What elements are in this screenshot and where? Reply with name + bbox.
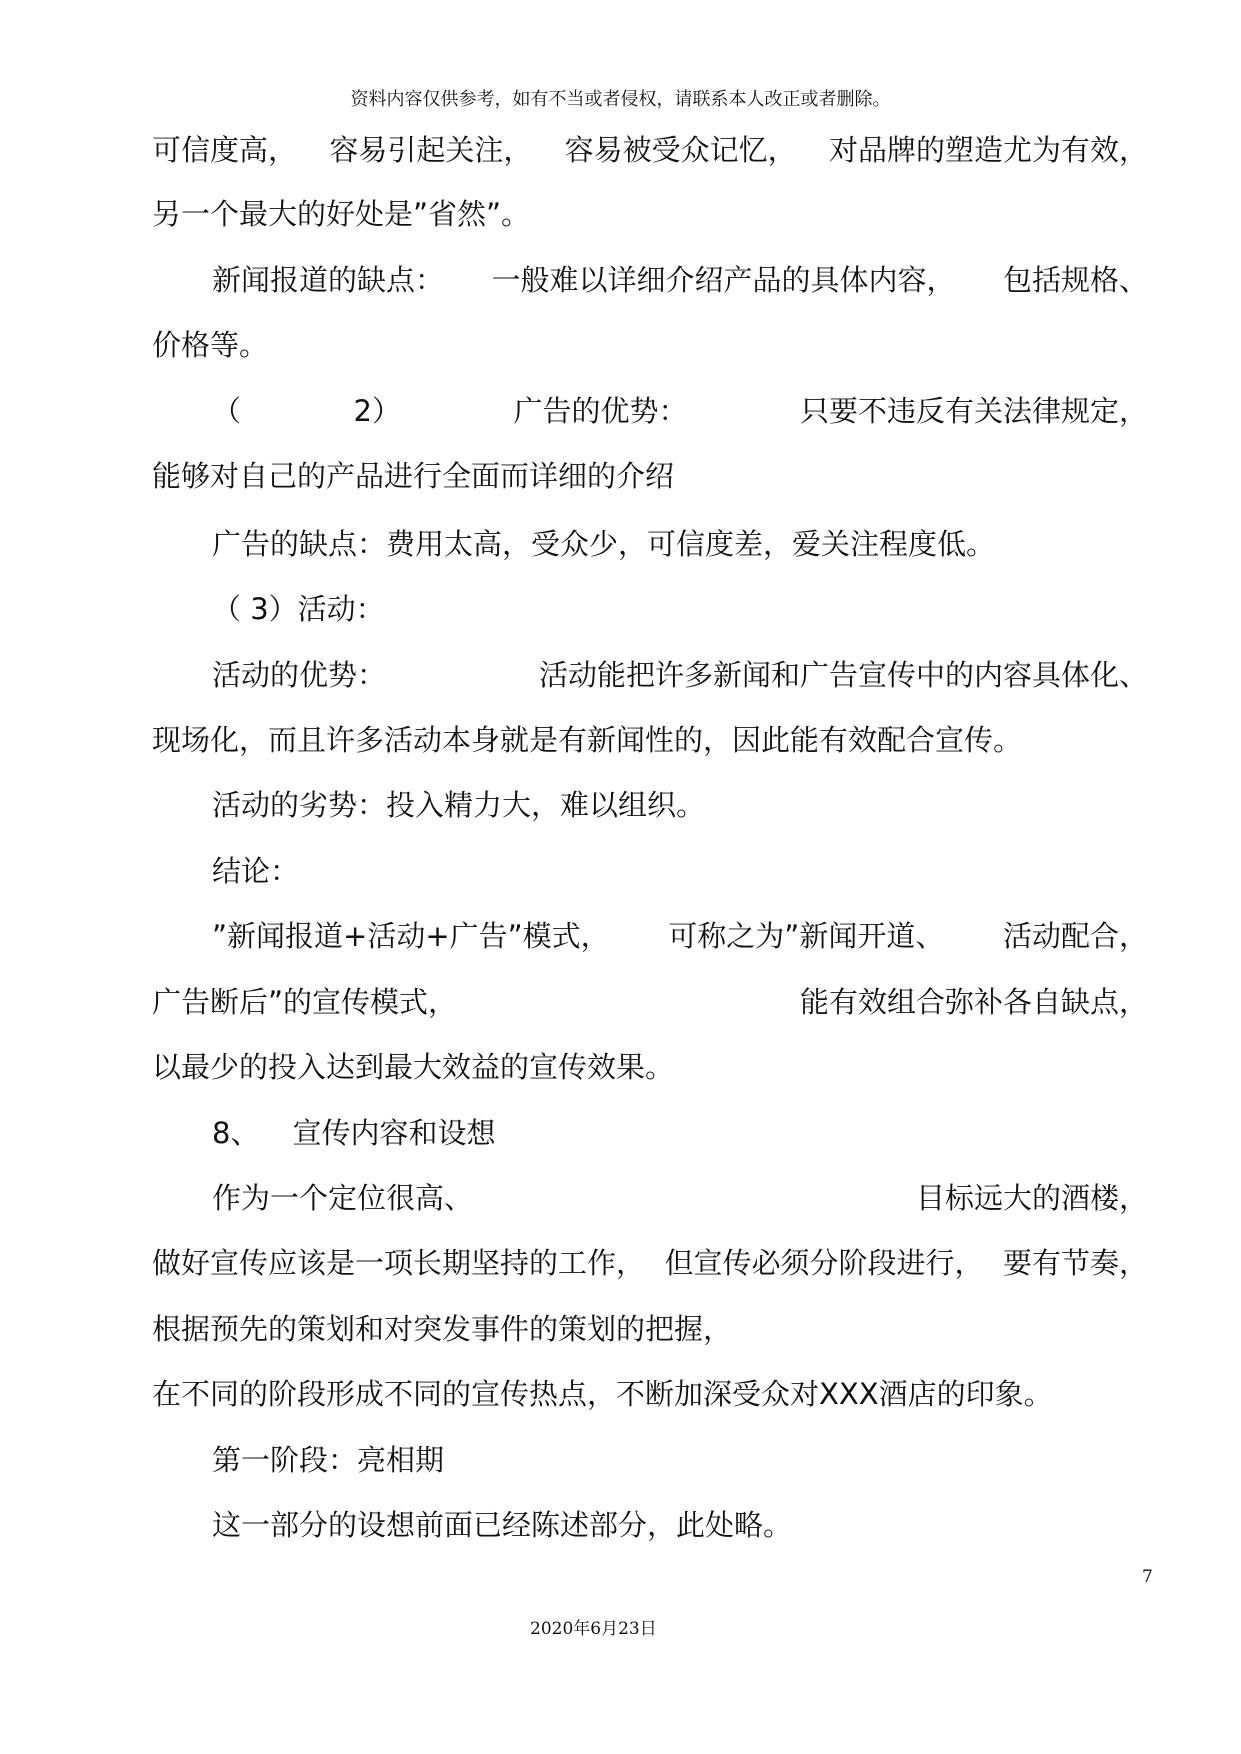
section-title: 宣传内容和设想 xyxy=(292,1116,496,1150)
text-segment: ”新闻报道+活动+广告”模式， xyxy=(212,919,610,953)
text-segment: 2） xyxy=(353,394,401,428)
line-conclusion-2 xyxy=(152,987,1148,1018)
text-segment: 只要不违反有关法律规定， xyxy=(799,394,1148,428)
line-activity-pros-2: 现场化，而且许多活动本身就是有新闻性的，因此能有效配合宣传。 xyxy=(152,723,1023,757)
conclusion-heading: 结论： xyxy=(212,854,300,888)
text-segment: 包括规格、 xyxy=(1002,263,1148,297)
section-number: 8、 xyxy=(212,1116,260,1150)
text-segment: 做好宣传应该是一项长期坚持的工作， xyxy=(152,1246,646,1280)
phase-1-body: 这一部分的设想前面已经陈述部分，此处略。 xyxy=(212,1508,793,1542)
line-ad-cons: 广告的缺点：费用太高，受众少，可信度差，爱关注程度低。 xyxy=(212,527,996,561)
activity-heading: （ 3）活动： xyxy=(212,592,385,626)
text-segment: （ xyxy=(212,394,242,428)
text-segment: 一般难以详细介绍产品的具体内容， xyxy=(491,263,956,297)
line-news-pros-tail xyxy=(152,135,1148,166)
line-activity-pros xyxy=(212,660,1148,691)
phase-1-heading: 第一阶段：亮相期 xyxy=(212,1443,445,1477)
text-segment: 活动能把许多新闻和广告宣传中的内容具体化、 xyxy=(538,658,1148,692)
line-conclusion-3: 以最少的投入达到最大效益的宣传效果。 xyxy=(152,1050,675,1084)
text-segment: 作为一个定位很高、 xyxy=(212,1181,474,1215)
line-ad-pros xyxy=(212,396,1148,427)
text-segment: 容易被受众记忆， xyxy=(564,133,797,167)
line-section-8-body-2 xyxy=(152,1248,1148,1279)
text-segment: 对品牌的塑造尤为有效， xyxy=(828,133,1148,167)
line-section-8-body-3: 根据预先的策划和对突发事件的策划的把握， xyxy=(152,1312,733,1346)
disclaimer-header: 资料内容仅供参考，如有不当或者侵权，请联系本人改正或者删除。 xyxy=(350,89,891,110)
line-conclusion xyxy=(212,921,1148,952)
text-segment: 可信度高， xyxy=(152,133,298,167)
text-segment: 广告的优势： xyxy=(513,394,688,428)
section-8-heading xyxy=(212,1118,495,1149)
text-segment: 目标远大的酒楼， xyxy=(915,1181,1148,1215)
text-segment: 广告断后”的宣传模式， xyxy=(152,985,458,1019)
page-number: 7 xyxy=(1142,1567,1153,1587)
text-segment: 但宣传必须分阶段进行， xyxy=(664,1246,984,1280)
text-segment: 能有效组合弥补各自缺点， xyxy=(799,985,1148,1019)
line-ad-pros-2: 能够对自己的产品进行全面而详细的介绍 xyxy=(152,459,675,493)
line-activity-cons: 活动的劣势：投入精力大，难以组织。 xyxy=(212,788,706,822)
line-news-cons xyxy=(212,265,1148,296)
text-segment: 活动的优势： xyxy=(212,658,387,692)
text-segment: 活动配合， xyxy=(1002,919,1148,953)
text-segment: 要有节奏， xyxy=(1002,1246,1148,1280)
line-section-8-body xyxy=(212,1183,1148,1214)
text-segment: 可称之为”新闻开道、 xyxy=(668,919,945,953)
line-news-pros-tail-2: 另一个最大的好处是”省然”。 xyxy=(152,197,531,231)
footer-date: 2020年6月23日 xyxy=(530,1619,657,1639)
text-segment: 新闻报道的缺点： xyxy=(212,263,445,297)
line-news-cons-2: 价格等。 xyxy=(152,328,269,362)
text-segment: 容易引起关注， xyxy=(329,133,533,167)
line-section-8-body-4: 在不同的阶段形成不同的宣传热点，不断加深受众对XXX酒店的印象。 xyxy=(152,1377,1053,1411)
